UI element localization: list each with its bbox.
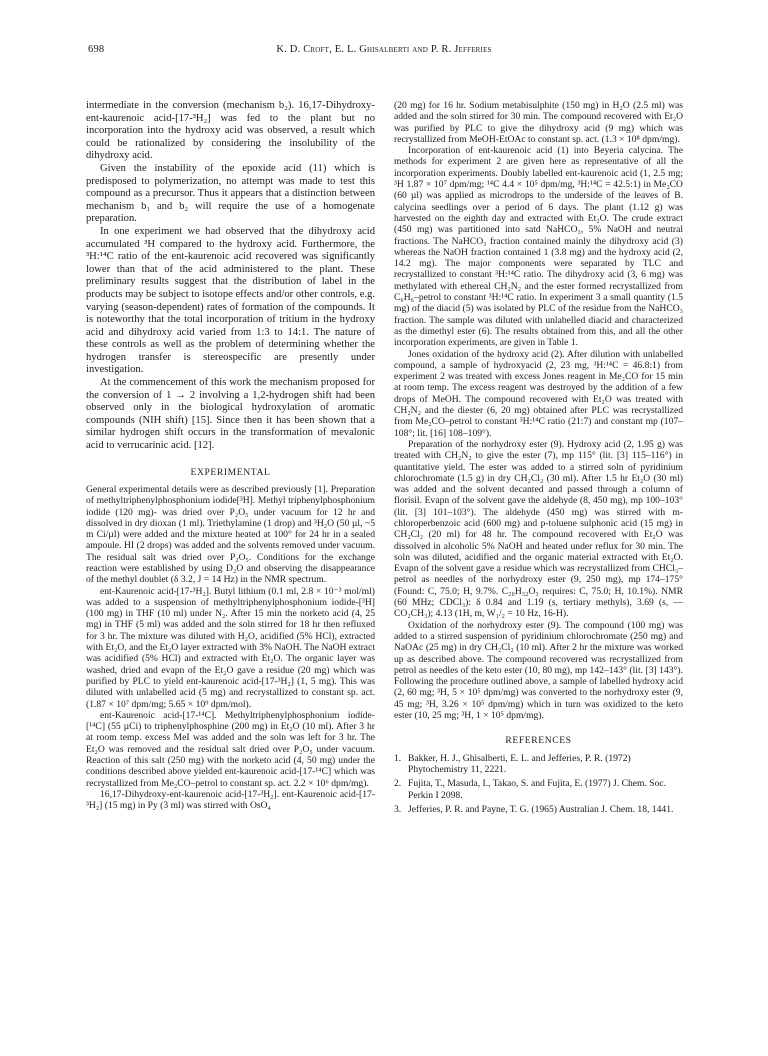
experimental-paragraph: General experimental details were as described previously [1]. Preparation of methyltriphenylphosphonium iodide[³H]. Methyl triphenylphosphonium iodide (120 mg)- was dried over P₂O₅ under vacuum for 12 hr and dissolved in dry dioxan (1 ml). Triethylamine (1 drop) and ³H₂O (50 µl, ~5 m Ci/µl) were added and the mixture heated at 100° for 24 hr in a sealed ampoule. HI (2 drops) was added and the solvents removed under vacuum. The residual salt was dried over P₂O₅. Conditions for the exchange reaction were established by using D₂O and observing the disappearance of the methyl doublet (δ 3.2, J = 14 Hz) in the NMR spectrum. — [86, 483, 375, 586]
body-paragraph: Given the instability of the epoxide acid (11) which is predisposed to polymerization, no attempt was made to test this compound as a precursor. Thus it appears that a distinction between mechanism b₁ and b₂ will require the use of a homogenate preparation. — [86, 162, 375, 225]
experimental-heading: EXPERIMENTAL — [190, 466, 271, 478]
experimental-paragraph: ent-Kaurenoic acid-[17-³H₂]. Butyl lithium (0.1 ml, 2.8 × 10⁻³ mol/ml) was added to a suspension of methyltriphenylphosphonium iodide-[³H] (100 mg) in THF (10 ml) under N₂. After 15 min the norketo acid (4, 25 mg) in THF (5 ml) was added and the soln stirred for 18 hr then refluxed for 3 hr. The mixture was diluted with H₂O, acidified (5% HCl), extracted with Et₂O, and the Et₂O layer extracted with 3% NaOH. The NaOH extract was acidified (5% HCl) and extracted with Et₂O. The organic layer was washed, dried and evapn of the Et₂O gave a residue (20 mg) which was purified by PLC to yield ent-kaurenoic acid-[17-³H₂] (1, 5 mg). This was diluted with unlabelled acid (5 mg) and recrystallized to constant sp. act. (1.87 × 10⁷ dpm/mg; 5.65 × 10⁹ dpm/mol). — [86, 585, 375, 710]
references-heading: REFERENCES — [505, 735, 572, 747]
reference-list — [394, 753, 683, 815]
left-column — [86, 100, 375, 812]
page-number: 698 — [88, 44, 105, 55]
experimental-paragraph: 16,17-Dihydroxy-ent-kaurenoic acid-[17-³H₂]. ent-Kaurenoic acid-[17-³H₂] (15 mg) in Py (3 ml) was stirred with OsO₄ — [86, 788, 375, 812]
reference-text: Fujita, T., Masuda, I., Takao, S. and Fujita, E. (1977) J. Chem. Soc. Perkin I 2098. — [408, 778, 667, 801]
experimental-paragraph: Incorporation of ent-kaurenoic acid (1) into Beyeria calycina. The methods for experiment 2 are given here as representative of all the incorporation experiments. Doubly labelled ent-kaurenoic acid (1, 2.5 mg; ³H 1.87 × 10⁷ dpm/mg; ¹⁴C 4.4 × 10⁵ dpm/mg, ³H:¹⁴C = 42.5:1) in Me₂CO (60 µl) was applied as microdrops to the underside of the leaves of B. calycina seedlings over a period of 6 days. The plant (1.12 g) was harvested on the eighth day and extracted with Et₂O. The crude extract (450 mg) was partitioned into satd NaHCO₃, 5% NaOH and neutral fractions. The NaHCO₃ fraction contained mainly the dihydroxy acid (3) whereas the NaOH fraction contained 1 (3.8 mg) and the hydroxy acid (2, 14.2 mg). The major components were separated by TLC and recrystallized to constant ³H:¹⁴C ratio. The dihydroxy acid (3, 6 mg) was methylated with ethereal CH₂N₂ and the ester formed recrystallized from C₆H₆–petrol to constant ³H:¹⁴C ratio. In experiment 3 a small quantity (1.5 mg) of the diacid (5) was isolated by PLC of the residue from the NaHCO₃ fraction. The sample was diluted with unlabelled diacid and characterized as the dimethyl ester (6). The results obtained from this, and all the other incorporation experiments, are given in Table 1. — [394, 145, 683, 349]
body-paragraph: At the commencement of this work the mechanism proposed for the conversion of 1 → 2 involving a 1,2-hydrogen shift had been observed only in the biological hydroxylation of aromatic compounds (NIH shift) [15]. Since then it has been shown that a similar hydrogen shift occurs in the transformation of mevalonic acid to verrucarinic acid. [12]. — [86, 377, 375, 452]
body-paragraph: intermediate in the conversion (mechanism b₂). 16,17-Dihydroxy-ent-kaurenoic acid-[17-³H₂] was fed to the plant but no incorporation into the hydroxy acid was observed, a result which could be rationalized by considering the insolubility of the dihydroxy acid. — [86, 100, 375, 162]
reference-item — [394, 778, 683, 801]
reference-text: Jefferies, P. R. and Payne, T. G. (1965) Australian J. Chem. 18, 1441. — [408, 803, 674, 815]
reference-item — [394, 804, 683, 815]
reference-item — [394, 753, 683, 776]
experimental-paragraph: Jones oxidation of the hydroxy acid (2). After dilution with unlabelled compound, a sample of hydroxyacid (2, 23 mg, ³H:¹⁴C = 46.8:1) from experiment 2 was treated with excess Jones reagent in Me₂CO for 15 min at room temp. The excess reagent was destroyed by the addition of a few drops of MeOH. The compound recovered with Et₂O was treated with CH₂N₂ and the diester (6, 20 mg) obtained after PLC was recrystallized from Me₂CO–petrol to constant ³H:¹⁴C ratio (21:7) and constant mp (107–108°; lit. [16] 108–109°). — [394, 348, 683, 439]
reference-number: 1. — [394, 752, 402, 764]
experimental-paragraph: Preparation of the norhydroxy ester (9). Hydroxy acid (2, 1.95 g) was treated with CH₂N₂ to give the ester (7), mp 115° (lit. [3] 115–116°) in quantitative yield. The ester was added to a stirred soln of pyridinium chlorochromate (1.5 g) in dry CH₂Cl₂ (30 ml). After 1.5 hr Et₂O (30 ml) was added and the solvent decanted and passed through a column of florisil. Evapn of the solvent gave the aldehyde (8, 450 mg), mp 100–103° (lit. [3] 101–103°). The aldehyde (450 mg) was stirred with m-chloroperbenzoic acid (600 mg) and p-toluene sulphonic acid (15 mg) in CH₂Cl₂ (20 ml) for 48 hr. The compound recovered with Et₂O was dissolved in alcoholic 5% NaOH and heated under reflux for 30 min. The soln was diluted, acidified and the organic material extracted with Et₂O. Evapn of the solvent gave a residue which was recrystallized from CHCl₃–petrol as needles of the norhydroxy ester (9, 250 mg), mp 174–175° (Found: C, 75.0; H, 9.7%. C₂₀H₃₂O₃ requires: C, 75.0; H, 10.1%). NMR (60 MHz; CDCl₃): δ 0.84 and 1.19 (s, tertiary methyls), 3.69 (s, —CO₂CH₃); 4.13 (1H, m, W₁/₂ = 10 Hz, 16-H). — [394, 438, 683, 620]
reference-number: 2. — [394, 778, 402, 790]
experimental-paragraph: ent-Kaurenoic acid-[17-¹⁴C]. Methyltriphenylphosphonium iodide-[¹⁴C] (55 µCi) to triphenylphosphine (200 mg) in Et₂O (10 ml). After 3 hr at room temp. excess MeI was added and the soln was left for 3 hr. The Et₂O was removed and the residual salt dried over P₂O₅ under vacuum. Reaction of this salt (250 mg) with the norketo acid (4, 50 mg) under the conditions described above yielded ent-kaurenoic acid-[17-¹⁴C] which was recrystallized from Me₂CO–petrol to constant sp. act. 2.2 × 10⁶ dpm/mg). — [86, 709, 375, 789]
reference-text: Bakker, H. J., Ghisalberti, E. L. and Jefferies, P. R. (1972) Phytochemistry 11, 2221. — [408, 752, 631, 775]
experimental-paragraph: Oxidation of the norhydroxy ester (9). The compound (100 mg) was added to a stirred suspension of pyridinium chlorochromate (250 mg) and NaOAc (25 mg) in dry CH₂Cl₂ (10 ml). After 2 hr the mixture was worked up as described above. The compound recovered was recrystallized from petrol as needles of the keto ester (10, 80 mg), mp 142–143° (lit. [3] 143°). Following the procedure outlined above, a sample of labelled hydroxy acid (2, 60 mg; ³H, 5 × 10⁵ dpm/mg) was converted to the norhydroxy ester (9, 45 mg; ³H, 3.26 × 10⁵ dpm/mg) which in turn was oxidized to the keto ester (10, 25 mg; ³H, 1 × 10⁵ dpm/mg). — [394, 619, 683, 722]
experimental-paragraph: (20 mg) for 16 hr. Sodium metabisulphite (150 mg) in H₂O (2.5 ml) was added and the soln stirred for 30 min. The compound recovered with Et₂O was purified by PLC to give the dihydroxy acid (9 mg) which was recrystallized from MeOH-EtOAc to constant sp. act. (1.3 × 10⁸ dpm/mg). — [394, 100, 683, 145]
running-head-authors: K. D. Croft, E. L. Ghisalberti and P. R. Jefferies — [276, 44, 492, 55]
reference-number: 3. — [394, 803, 402, 815]
right-column — [394, 100, 683, 818]
body-paragraph: In one experiment we had observed that the dihydroxy acid accumulated ³H compared to the hydroxy acid. Furthermore, the ³H:¹⁴C ratio of the ent-kaurenoic acid recovered was significantly lower than that of the acid administered to the plant. These preliminary results suggest that the distribution of label in the products may be subject to isotope effects and/or other controls, e.g. varying (season-dependent) rates of formation of the compounds. It is noteworthy that the total incorporation of tritium in the hydroxy acid and dihydroxy acid varied from 1:3 to 14:1. The nature of these controls as well as the problem of determining whether the hydrogen transfer is stereospecific are presently under investigation. — [86, 225, 375, 376]
